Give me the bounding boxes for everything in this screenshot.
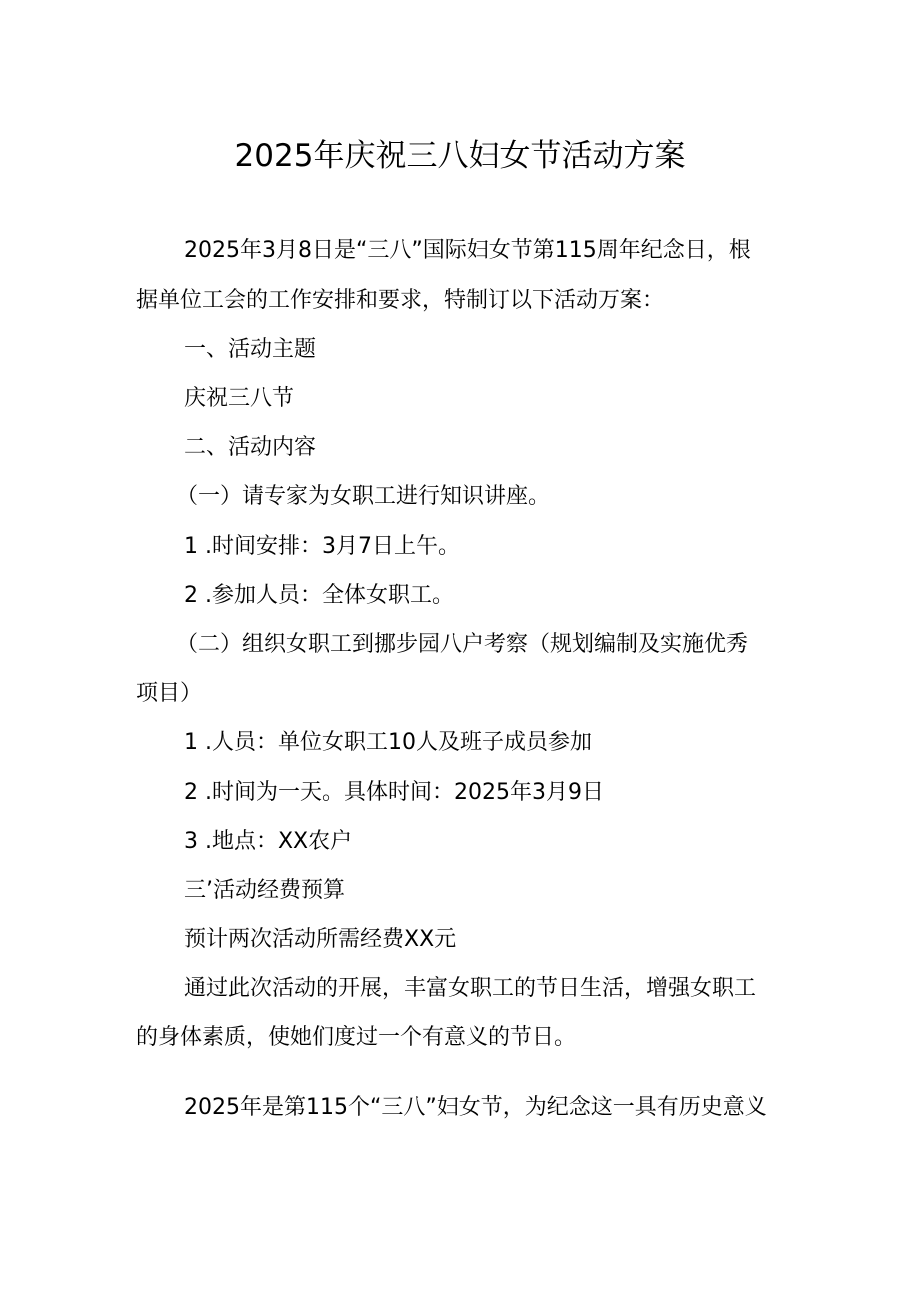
list-item: 1 .时间安排：3月7日上午。 <box>184 534 460 559</box>
paragraph-line: 2025年是第115个“三八”妇女节，为纪念这一具有历史意义 <box>184 1095 767 1120</box>
section-heading: 一、活动主题 <box>184 337 317 362</box>
document-title: 2025年庆祝三八妇女节活动方案 <box>234 138 686 174</box>
list-item: 3 .地点：XX农户 <box>184 829 353 854</box>
paragraph-line: 庆祝三八节 <box>184 386 295 411</box>
sub-heading: （一）请专家为女职工进行知识讲座。 <box>176 484 551 509</box>
paragraph-line: 2025年3月8日是“三八”国际妇女节第115周年纪念日，根 <box>184 238 751 263</box>
paragraph-line: 通过此次活动的开展，丰富女职工的节日生活，增强女职工 <box>184 976 757 1001</box>
sub-heading: （二）组织女职工到挪步园八户考察（规划编制及实施优秀 <box>176 632 749 657</box>
paragraph-line: 的身体素质，使她们度过一个有意义的节日。 <box>136 1025 577 1050</box>
list-item: 2 .时间为一天。具体时间：2025年3月9日 <box>184 780 604 805</box>
paragraph-line: 预计两次活动所需经费XX元 <box>184 927 457 952</box>
list-item: 2 .参加人员：全体女职工。 <box>184 583 454 608</box>
paragraph-line: 据单位工会的工作安排和要求，特制订以下活动万案： <box>136 288 665 313</box>
section-heading: 二、活动内容 <box>184 435 317 460</box>
section-heading: 三’活动经费预算 <box>184 878 345 903</box>
sub-heading-continuation: 项目） <box>136 681 203 706</box>
list-item: 1 .人员：单位女职工10人及班子成员参加 <box>184 730 592 755</box>
